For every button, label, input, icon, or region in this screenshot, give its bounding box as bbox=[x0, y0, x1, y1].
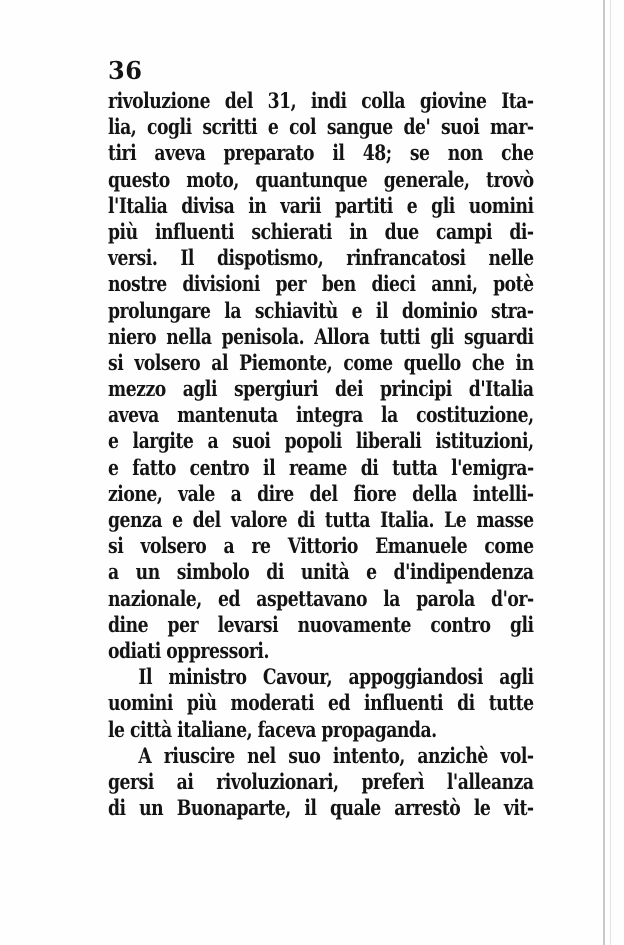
text-line: niero nella penisola. Allora tutti gli sguardi bbox=[108, 324, 534, 350]
text-line: genza e del valore di tutta Italia. Le masse bbox=[108, 508, 534, 533]
text-line-paragraph-start: A riuscire nel suo intento, anzichè vol- bbox=[138, 743, 534, 769]
page-number: 36 bbox=[108, 56, 143, 85]
text-line: nostre divisioni per ben dieci anni, potè bbox=[108, 272, 534, 298]
text-line: aveva mantenuta integra la costituzione, bbox=[108, 403, 534, 429]
text-line: nazionale, ed aspettavano la parola d'or- bbox=[108, 586, 534, 612]
text-line: rivoluzione del 31, indi colla giovine Ita- bbox=[108, 89, 534, 114]
body-text bbox=[108, 89, 534, 822]
text-line: si volsero a re Vittorio Emanuele come bbox=[108, 534, 534, 560]
text-line: zione, vale a dire del fiore della intelli- bbox=[108, 481, 534, 507]
text-line: si volsero al Piemonte, come quello che in bbox=[108, 350, 534, 376]
text-line: lia, cogli scritti e col sangue de' suoi mar- bbox=[108, 115, 534, 141]
text-line-paragraph-end: odiati oppressori. bbox=[108, 638, 269, 664]
text-line: mezzo agli spergiuri dei principi d'Italia bbox=[108, 377, 534, 403]
page-edge-shadow bbox=[603, 0, 605, 945]
page-edge-line bbox=[610, 0, 611, 945]
text-line-paragraph-start: Il ministro Cavour, appoggiandosi agli bbox=[138, 665, 534, 691]
text-line-paragraph-end: le città italiane, faceva propaganda. bbox=[108, 717, 437, 743]
text-line: prolungare la schiavitù e il dominio stra- bbox=[108, 298, 534, 324]
text-line: a un simbolo di unità e d'indipendenza bbox=[108, 560, 534, 586]
text-line: l'Italia divisa in varii partiti e gli uomini bbox=[108, 193, 534, 219]
text-line: uomini più moderati ed influenti di tutte bbox=[108, 691, 534, 717]
text-line: gersi ai rivoluzionari, preferì l'alleanza bbox=[108, 769, 534, 795]
text-line: dine per levarsi nuovamente contro gli bbox=[108, 612, 534, 638]
text-line: questo moto, quantunque generale, trovò bbox=[108, 167, 534, 193]
text-line: versi. Il dispotismo, rinfrancatosi nelle bbox=[108, 246, 534, 272]
text-line: più influenti schierati in due campi di- bbox=[108, 219, 534, 245]
text-line: e largite a suoi popoli liberali istituzioni, bbox=[108, 429, 534, 455]
text-line: e fatto centro il reame di tutta l'emigra- bbox=[108, 455, 534, 481]
text-line: tiri aveva preparato il 48; se non che bbox=[108, 141, 534, 167]
text-line: di un Buonaparte, il quale arrestò le vit- bbox=[108, 796, 534, 822]
